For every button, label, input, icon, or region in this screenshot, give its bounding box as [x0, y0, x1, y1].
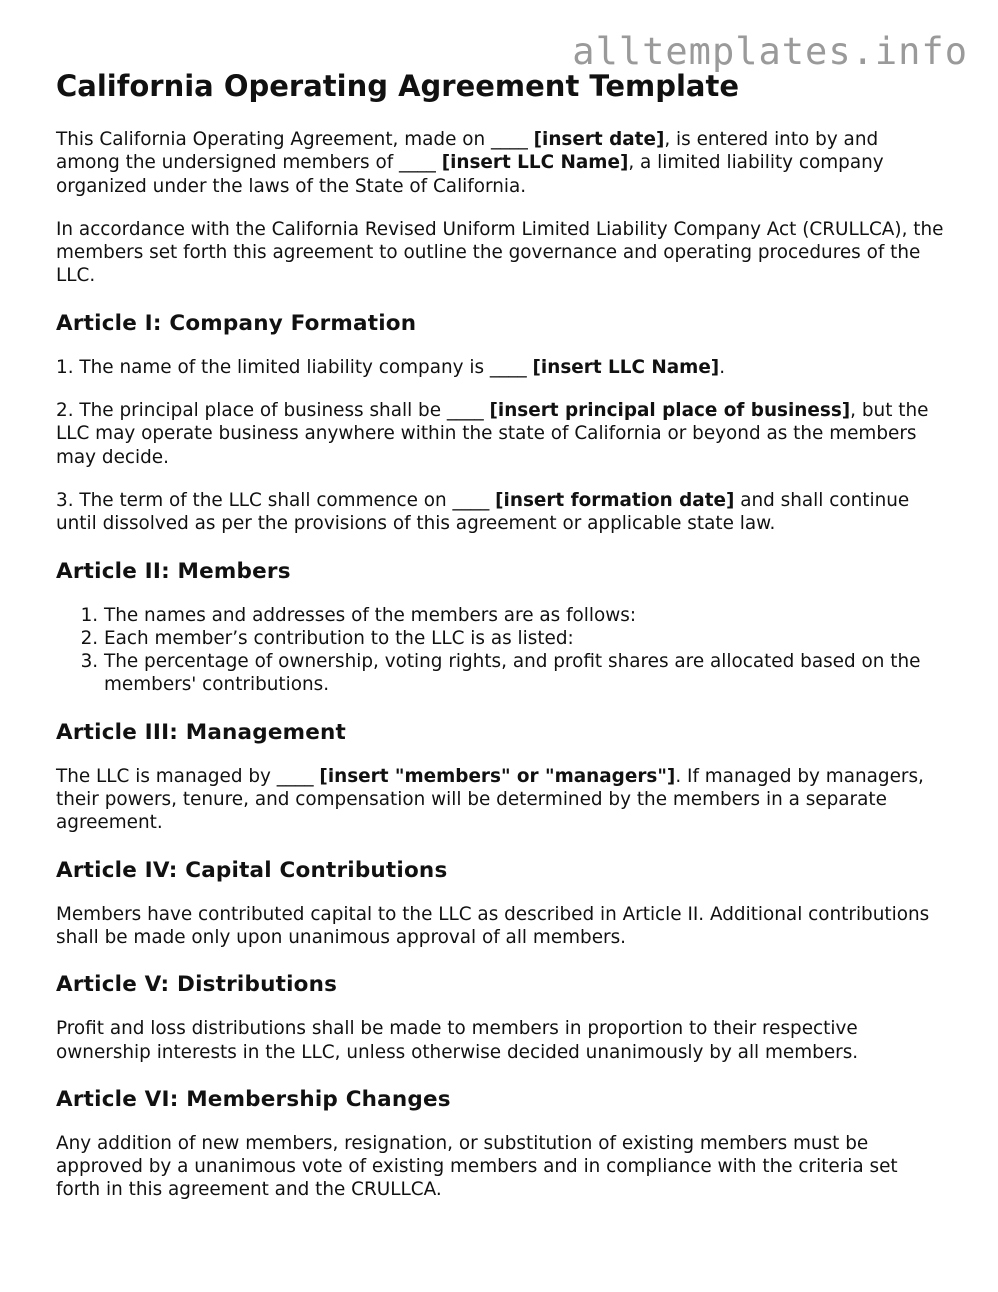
- item-text: and shall continue until dissolved as per the provisions of this agreement or applicable state law.: [56, 489, 910, 535]
- placeholder-principal-place: [insert principal place of business]: [489, 400, 851, 422]
- intro-text: , a limited liability company organized under the laws of the State of California.: [56, 152, 884, 197]
- item-text: .: [719, 356, 726, 378]
- placeholder-management: [insert "members" or "managers"]: [319, 765, 676, 787]
- article-5-heading: Article V: Distributions: [56, 972, 338, 998]
- article-3-heading: Article III: Management: [56, 719, 347, 745]
- article-5-text: Profit and loss distributions shall be made to members in proportion to their respective ownership interests in the LLC, unless otherwise decided unanimously by all members.: [56, 1018, 859, 1063]
- article-2-heading: Article II: Members: [56, 558, 291, 584]
- article-4-text: Members have contributed capital to the LLC as described in Article II. Additional contributions shall be made only upon unanimous approval of all members.: [56, 903, 930, 948]
- watermark: alltemplates.info: [572, 30, 968, 73]
- placeholder-llc-name: [insert LLC Name]: [441, 152, 629, 174]
- article-6-heading: Article VI: Membership Changes: [56, 1086, 451, 1112]
- article-4-heading: Article IV: Capital Contributions: [56, 857, 448, 883]
- article-2-list: [56, 604, 946, 697]
- article-1-item-1: [56, 356, 946, 379]
- item-text: 2. The principal place of business shall be ____: [56, 400, 490, 422]
- placeholder-formation-date: [insert formation date]: [495, 489, 735, 511]
- list-item: 1. The names and addresses of the members are as follows:: [104, 604, 946, 627]
- intro-paragraph-1: [56, 128, 946, 198]
- placeholder-llc-name: [insert LLC Name]: [532, 356, 720, 378]
- article-text: . If managed by managers, their powers, tenure, and compensation will be determined by the members in a separate agreement.: [56, 765, 924, 834]
- document-title: California Operating Agreement Template: [56, 69, 740, 103]
- item-text: , but the LLC may operate business anywhere within the state of California or beyond as the members may decide.: [56, 400, 929, 468]
- article-1-item-3: [56, 489, 946, 536]
- intro-text: This California Operating Agreement, made on ____: [56, 129, 534, 150]
- article-3-text: [56, 765, 946, 835]
- item-text: 1. The name of the limited liability company is ____: [56, 356, 533, 378]
- list-item: 3. The percentage of ownership, voting rights, and profit shares are allocated based on the members' contributions.: [104, 650, 946, 697]
- item-text: 3. The term of the LLC shall commence on ____: [56, 489, 496, 511]
- intro-text: , is entered into by and among the undersigned members of ____: [56, 129, 879, 174]
- intro-paragraph-2: In accordance with the California Revised Uniform Limited Liability Company Act (CRULLCA), the members set forth this agreement to outline the governance and operating procedures of the LLC.: [56, 218, 944, 287]
- article-1-item-2: [56, 399, 946, 469]
- article-1-heading: Article I: Company Formation: [56, 310, 417, 336]
- placeholder-date: [insert date]: [533, 129, 665, 150]
- list-item: 2. Each member’s contribution to the LLC is as listed:: [104, 627, 946, 650]
- document-body: [56, 66, 946, 1222]
- article-6-text: Any addition of new members, resignation, or substitution of existing members must be approved by a unanimous vote of existing members and in compliance with the criteria set forth in this agreement and the CRULLCA.: [56, 1132, 898, 1201]
- article-text: The LLC is managed by ____: [56, 765, 320, 787]
